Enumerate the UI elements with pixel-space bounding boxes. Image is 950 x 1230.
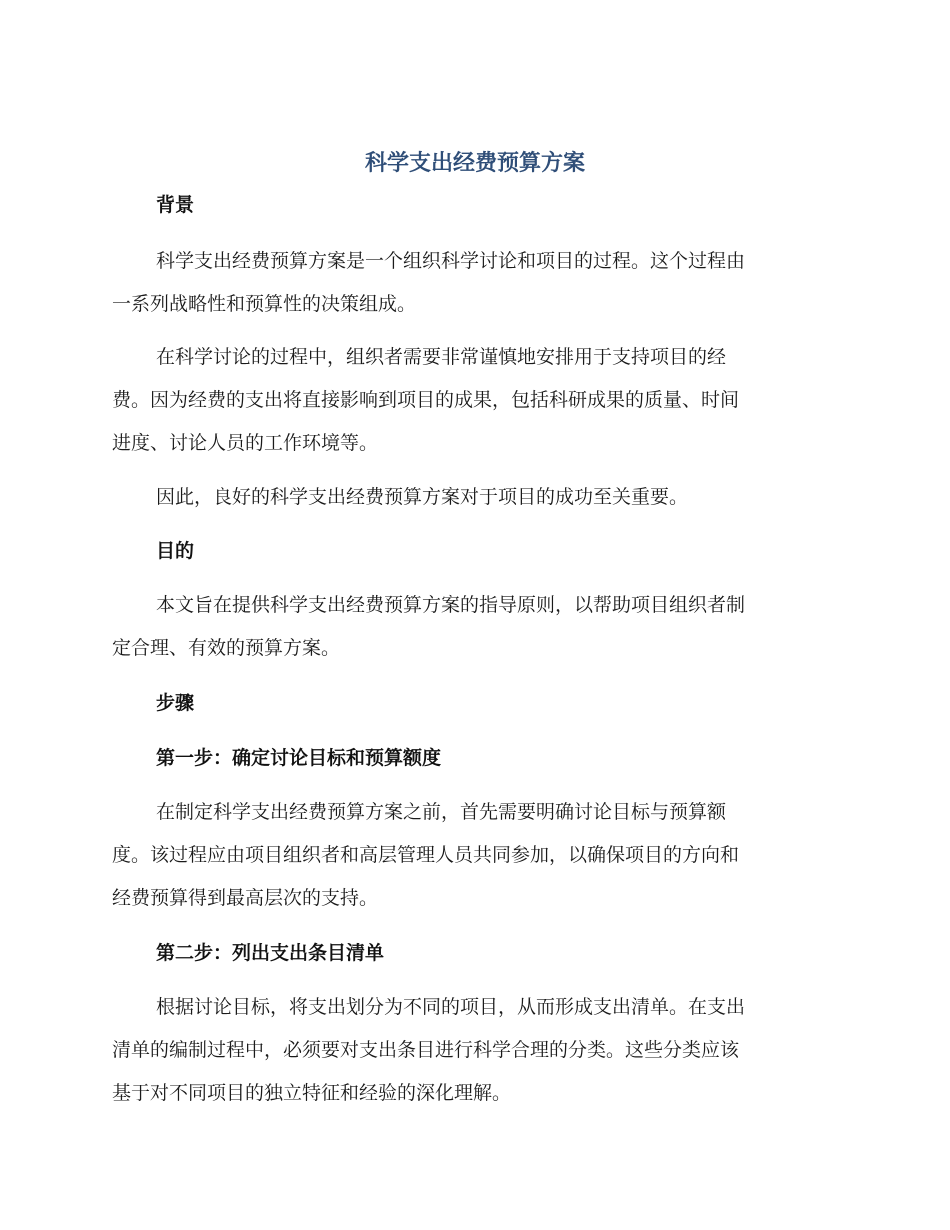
section-heading-background: 背景 [156, 194, 195, 216]
subheading-step-1: 第一步：确定讨论目标和预算额度 [156, 747, 442, 769]
paragraph-line: 费。因为经费的支出将直接影响到项目的成果，包括科研成果的质量、时间 [112, 389, 740, 411]
paragraph-background-1 [112, 240, 832, 326]
paragraph-step-2 [112, 986, 832, 1115]
paragraph-line: 在制定科学支出经费预算方案之前，首先需要明确讨论目标与预算额 [156, 801, 727, 823]
document-title: 科学支出经费预算方案 [364, 151, 585, 176]
paragraph-line: 根据讨论目标，将支出划分为不同的项目，从而形成支出清单。在支出 [156, 996, 746, 1018]
subheading-step-2: 第二步：列出支出条目清单 [156, 942, 385, 964]
paragraph-step-1 [112, 791, 832, 920]
paragraph-line: 进度、讨论人员的工作环境等。 [112, 432, 379, 454]
paragraph-purpose-1 [112, 584, 832, 670]
paragraph-line: 科学支出经费预算方案是一个组织科学讨论和项目的过程。这个过程由 [156, 250, 746, 272]
paragraph-line: 定合理、有效的预算方案。 [112, 637, 341, 659]
section-heading-steps: 步骤 [156, 692, 195, 714]
paragraph-line: 一系列战略性和预算性的决策组成。 [112, 293, 417, 315]
paragraph-background-2 [112, 336, 832, 465]
paragraph-line: 在科学讨论的过程中，组织者需要非常谨慎地安排用于支持项目的经 [156, 346, 727, 368]
paragraph-background-3 [112, 476, 832, 519]
paragraph-line: 清单的编制过程中，必须要对支出条目进行科学合理的分类。这些分类应该 [112, 1039, 740, 1061]
paragraph-line: 本文旨在提供科学支出经费预算方案的指导原则，以帮助项目组织者制 [156, 594, 746, 616]
paragraph-line: 基于对不同项目的独立特征和经验的深化理解。 [112, 1082, 512, 1104]
paragraph-line: 经费预算得到最高层次的支持。 [112, 887, 379, 909]
paragraph-line: 度。该过程应由项目组织者和高层管理人员共同参加，以确保项目的方向和 [112, 844, 740, 866]
section-heading-purpose: 目的 [156, 540, 195, 562]
paragraph-line: 因此，良好的科学支出经费预算方案对于项目的成功至关重要。 [156, 486, 689, 508]
